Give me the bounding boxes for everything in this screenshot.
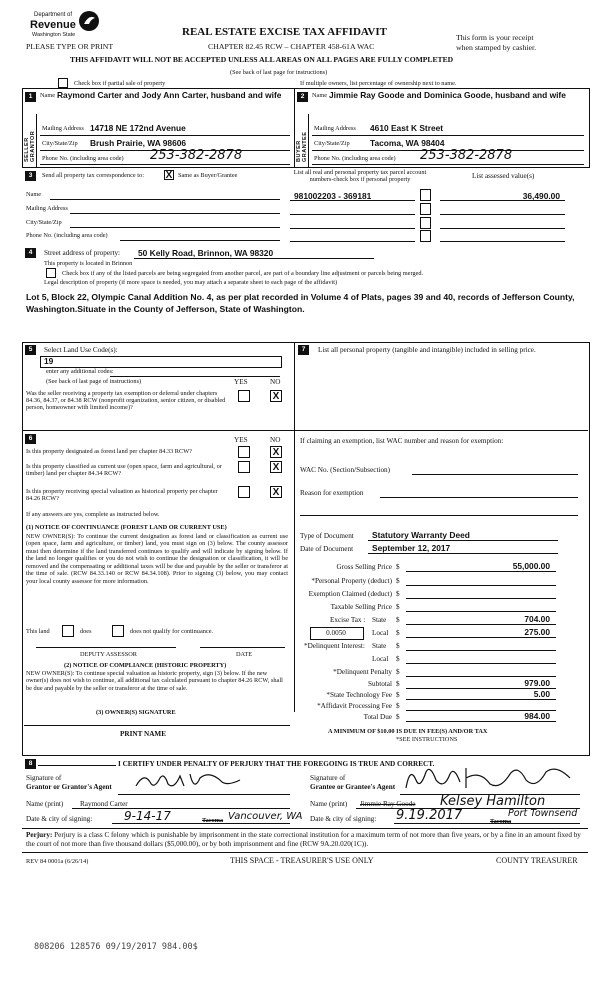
- receipt-note-1: This form is your receipt: [456, 33, 534, 42]
- same-as-buyer-label: Same as Buyer/Grantee: [178, 172, 238, 179]
- taxable-label: Taxable Selling Price: [330, 603, 392, 611]
- property-street: 50 Kelly Road, Brinnon, WA 98320: [138, 248, 274, 258]
- grantee-date: 9.19.2017: [396, 808, 463, 823]
- exemption-dollar: $: [396, 590, 400, 598]
- grantee-print-name-hand: Kelsey Hamilton: [440, 794, 546, 809]
- buyer-phone: 253-382-2878: [420, 148, 513, 163]
- grantor-name-label: Name (print): [26, 800, 64, 808]
- grantor-date: 9-14-17: [124, 809, 171, 823]
- seller-mailing: 14718 NE 172nd Avenue: [90, 123, 186, 133]
- legal-desc-label: Legal description of property (if more space is needed, you may attach a separate sheet to each page of the affidavit): [44, 279, 338, 286]
- grantee-signature-icon: [400, 760, 580, 794]
- land-use-label: Select Land Use Code(s):: [44, 346, 118, 354]
- does-not-label: does not qualify for continuance.: [130, 628, 214, 635]
- current-use-no-checkbox[interactable]: X: [270, 461, 282, 473]
- segregated-label: Check box if any of the listed parcels are being segregated from another parcel, are part of a boundary line adjustment or parcels being merged.: [62, 270, 424, 277]
- street-label: Street address of property:: [44, 249, 121, 257]
- land-use-input[interactable]: [40, 356, 282, 368]
- exemption-yes-checkbox[interactable]: [238, 390, 250, 402]
- located-in: This property is located in Brinnon: [44, 260, 133, 267]
- seller-side-label: SELLER GRANTOR: [24, 130, 36, 162]
- total-due: 984.00: [524, 711, 550, 721]
- section-6-tag: 6: [25, 434, 36, 444]
- parcel-1-personal-checkbox[interactable]: [420, 189, 431, 201]
- form-revision: REV 84 0001a (6/26/14): [26, 858, 89, 865]
- forest-no-checkbox[interactable]: X: [270, 446, 282, 458]
- deputy-assessor-label: DEPUTY ASSESSOR: [80, 651, 137, 658]
- dept-line3: Washington State: [32, 32, 76, 38]
- chapter-ref: CHAPTER 82.45 RCW – CHAPTER 458-61A WAC: [208, 42, 375, 51]
- excise-state-dollar: $: [396, 616, 400, 624]
- land-use-code: 19: [44, 356, 54, 366]
- does-not-checkbox[interactable]: [112, 625, 124, 637]
- grantee-sig-label: Signature of: [310, 774, 346, 782]
- grantee-date-label: Date & city of signing:: [310, 815, 377, 823]
- excise-state: 704.00: [524, 614, 550, 624]
- grantee-print-name-struck: Jimmie Ray Goode: [360, 800, 416, 808]
- personal-property-label: List all personal property (tangible and intangible) included in selling price.: [318, 346, 536, 354]
- buyer-side-label: BUYER GRANTEE: [296, 131, 308, 162]
- dept-line2: Revenue: [30, 19, 76, 31]
- exemption-claim-label: If claiming an exemption, list WAC number and reason for exemption:: [300, 437, 504, 445]
- section-8-tag: 8: [25, 759, 36, 769]
- subtotal: 979.00: [524, 678, 550, 688]
- penalty-dollar: $: [396, 668, 400, 676]
- grantor-city-hand: Vancouver, WA: [228, 811, 303, 822]
- buyer-mailing: 4610 East K Street: [370, 123, 444, 133]
- delinquent-interest-state-label: State: [372, 642, 387, 650]
- taxable-dollar: $: [396, 603, 400, 611]
- di-state-dollar: $: [396, 642, 400, 650]
- land-use-see-back: (See back of last page of instructions): [46, 378, 142, 385]
- wac-label: WAC No. (Section/Subsection): [300, 466, 391, 474]
- doc-type: Statutory Warranty Deed: [372, 530, 470, 540]
- delinquent-interest-label: *Delinquent Interest:: [304, 642, 365, 650]
- grantor-signature: [130, 768, 250, 794]
- total-due-label: Total Due: [363, 713, 392, 721]
- see-instructions: *SEE INSTRUCTIONS: [396, 736, 458, 743]
- completion-warning: THIS AFFIDAVIT WILL NOT BE ACCEPTED UNLESS ALL AREAS ON ALL PAGES ARE FULLY COMPLETED: [70, 55, 454, 64]
- notice1-title: (1) NOTICE OF CONTINUANCE (FOREST LAND OR CURRENT USE): [26, 524, 227, 531]
- additional-codes-label: enter any additional codes:: [46, 368, 114, 375]
- perjury-statement: [26, 831, 586, 849]
- dept-line1: Department of: [34, 12, 73, 18]
- revenue-logo-icon: [78, 10, 100, 32]
- buyer-city: Tacoma, WA 98404: [370, 138, 445, 148]
- gross-dollar: $: [396, 563, 400, 571]
- grantor-print-name: Raymond Carter: [80, 800, 128, 808]
- section-3-tag: 3: [25, 171, 36, 181]
- receipt-note-2: when stamped by cashier.: [456, 43, 537, 52]
- personal-dollar: $: [396, 577, 400, 585]
- parcel-3-personal-checkbox[interactable]: [420, 217, 431, 229]
- parcel-1: 981002203 - 369181: [294, 191, 372, 201]
- section-4-tag: 4: [25, 248, 36, 258]
- grantee-name-label: Name (print): [310, 800, 348, 808]
- print-name-label: PRINT NAME: [120, 730, 166, 738]
- reason-label: Reason for exemption: [300, 489, 364, 497]
- local-rate: 0.0050: [326, 629, 346, 637]
- excise-local-dollar: $: [396, 629, 400, 637]
- exemption-deduct-label: Exemption Claimed (deduct): [308, 590, 392, 598]
- grantor-sig-label: Signature of: [26, 774, 62, 782]
- current-use-yes-checkbox[interactable]: [238, 461, 250, 473]
- notice2-text: NEW OWNER(S): To continue special valuation as historic property, sign (3) below. If the new owner(s) does not wish to continue, all additional tax calculated pursuant to chapter 84.26 RCW, shall be due and payable by the seller or transferor at the time of sale.: [26, 670, 283, 692]
- forest-yes-checkbox[interactable]: [238, 446, 250, 458]
- historic-question: Is this property receiving special valuation as historical property per chapter 84.26 RCW?: [26, 488, 218, 503]
- form-title: REAL ESTATE EXCISE TAX AFFIDAVIT: [182, 26, 387, 38]
- corr-phone-label: Phone No. (including area code): [26, 232, 108, 239]
- di-local-dollar: $: [396, 655, 400, 663]
- partial-sale-checkbox[interactable]: [58, 78, 68, 88]
- historic-yes-checkbox[interactable]: [238, 486, 250, 498]
- grantee-signature: [400, 760, 580, 794]
- grantee-city-struck: Tacoma: [490, 818, 512, 825]
- notice2-title: (2) NOTICE OF COMPLIANCE (HISTORIC PROPERTY): [64, 662, 227, 669]
- segregated-checkbox[interactable]: [46, 268, 56, 278]
- perjury-cert: I CERTIFY UNDER PENALTY OF PERJURY THAT THE FOREGOING IS TRUE AND CORRECT.: [118, 760, 435, 768]
- seller-phone-label: Phone No. (including area code): [42, 155, 124, 162]
- excise-local: 275.00: [524, 627, 550, 637]
- s6-yes: YES: [234, 436, 248, 444]
- delinquent-penalty-label: *Delinquent Penalty: [333, 668, 392, 676]
- corr-name-label: Name: [26, 191, 42, 198]
- grantor-city-struck: Tacoma: [202, 817, 224, 824]
- tech-fee-label: *State Technology Fee: [326, 691, 392, 699]
- seller-mailing-label: Mailing Address: [42, 125, 84, 132]
- grantee-agent-label: Grantee or Grantee's Agent: [310, 783, 396, 791]
- s5-yes: YES: [234, 378, 248, 386]
- multiple-owners-note: If multiple owners, list percentage of ownership next to name.: [300, 80, 457, 87]
- please-type: PLEASE TYPE OR PRINT: [26, 42, 114, 51]
- grantee-city-hand: Port Townsend: [508, 808, 578, 819]
- current-use-question: Is this property classified as current use (open space, farm and agricultural, or timber) land per chapter 84.34 RCW?: [26, 463, 222, 478]
- parcel-header: List all real and personal property tax parcel account numbers-check box if personal property: [293, 169, 427, 184]
- if-yes-note: If any answers are yes, complete as instructed below.: [26, 511, 160, 518]
- grantor-signature-icon: [130, 768, 250, 794]
- tech-fee: 5.00: [533, 689, 550, 699]
- excise-local-label: Local: [372, 629, 389, 637]
- dor-logo: [24, 8, 104, 42]
- assessed-header: List assessed value(s): [472, 172, 535, 180]
- send-correspondence-label: Send all property tax correspondence to:: [42, 172, 144, 179]
- does-label: does: [80, 628, 92, 635]
- county-treasurer-label: COUNTY TREASURER: [496, 856, 578, 865]
- parcel-2-personal-checkbox[interactable]: [420, 203, 431, 215]
- seller-city-label: City/State/Zip: [42, 140, 78, 147]
- legal-description: Lot 5, Block 22, Olympic Canal Addition No. 4, as per plat recorded in Volume 4 of Plats, pages 39 and 40, records of Jefferson County, Washington.Situate in the County of Jefferson, State of Washington.: [26, 292, 575, 314]
- corr-mailing-label: Mailing Address: [26, 205, 68, 212]
- treasurer-use-label: THIS SPACE - TREASURER'S USE ONLY: [230, 856, 374, 865]
- perjury-text: Perjury is a class C felony which is punishable by imprisonment in the state correctional institution for a maximum term of not more than five years, or by a fine in an amount fixed by the court of not more than five thousand dollars ($5,000.00), or by both imprisonment and fine (RCW 9A.20.020(1C)).: [26, 831, 581, 848]
- perjury-label: Perjury:: [26, 831, 53, 839]
- gross-label: Gross Selling Price: [336, 563, 392, 571]
- doc-date: September 12, 2017: [372, 543, 451, 553]
- mid-divider: [294, 342, 295, 712]
- s6-no: NO: [270, 436, 281, 444]
- section-7-tag: 7: [298, 345, 309, 355]
- s5-no: NO: [270, 378, 281, 386]
- affidavit-fee-dollar: $: [396, 702, 400, 710]
- grantor-agent-label: Grantor or Grantor's Agent: [26, 783, 112, 791]
- does-checkbox[interactable]: [62, 625, 74, 637]
- exemption-no-checkbox[interactable]: X: [270, 390, 282, 402]
- buyer-phone-label: Phone No. (including area code): [314, 155, 396, 162]
- section-1-tag: 1: [25, 92, 36, 102]
- corr-city-label: City/State/Zip: [26, 219, 62, 226]
- seller-phone: 253-382-2878: [150, 148, 243, 163]
- see-back-note: (See back of last page for instructions): [230, 69, 328, 76]
- section-5-tag: 5: [25, 345, 36, 355]
- seller-city: Brush Prairie, WA 98606: [90, 138, 187, 148]
- forest-question: Is this property designated as forest land per chapter 84.33 RCW?: [26, 448, 192, 455]
- assessed-1: 36,490.00: [522, 191, 560, 201]
- affidavit-fee-label: *Affidavit Processing Fee: [317, 702, 392, 710]
- subtotal-dollar: $: [396, 680, 400, 688]
- total-dollar: $: [396, 713, 400, 721]
- doc-date-label: Date of Document: [300, 545, 354, 553]
- buyer-mailing-label: Mailing Address: [314, 125, 356, 132]
- excise-label: Excise Tax :: [330, 616, 366, 624]
- gross-price: 55,000.00: [512, 561, 550, 571]
- parcel-4-personal-checkbox[interactable]: [420, 230, 431, 242]
- exemption-question: Was the seller receiving a property tax exemption or deferral under chapters 84.36, 84.37, or 84.38 RCW (nonprofit organization, senior citizen, or disabled person, homeowner with limited income)?: [26, 390, 226, 412]
- notice1-text: NEW OWNER(S): To continue the current designation as forest land or classification as current use (open space, farm and agriculture, or timber) land, you must sign on (3) below. The county assessor must then determine if the land transferred continues to qualify and will indicate by signing below. If the land no longer qualifies or you do not wish to continue the designation or classification, it will be removed and the compensating or additional taxes will be due and payable by the seller or transferor at the time of sale. (RCW 84.33.140 or RCW 84.34.108). Prior to signing (3) below, you may contact your local county assessor for more information.: [26, 533, 288, 585]
- section-2-tag: 2: [297, 92, 308, 102]
- buyer-name-label: Name: [312, 92, 328, 99]
- deputy-date-label: DATE: [236, 651, 253, 658]
- this-land-label: This land: [26, 628, 50, 635]
- buyer-name: Jimmie Ray Goode and Dominica Goode, husband and wife: [329, 90, 566, 100]
- partial-sale-label: Check box if partial sale of property: [74, 80, 166, 87]
- seller-name: Raymond Carter and Jody Ann Carter, husband and wife: [57, 90, 282, 100]
- historic-no-checkbox[interactable]: X: [270, 486, 282, 498]
- minimum-fee-note: A MINIMUM OF $10.00 IS DUE IN FEE(S) AND/OR TAX: [328, 728, 488, 735]
- treasurer-stamp: 808206 128576 09/19/2017 984.00$: [34, 942, 198, 952]
- tech-fee-dollar: $: [396, 691, 400, 699]
- owner-signature-label: (3) OWNER(S) SIGNATURE: [96, 709, 176, 716]
- personal-deduct-label: *Personal Property (deduct): [311, 577, 392, 585]
- excise-state-label: State: [372, 616, 387, 624]
- seller-name-label: Name: [40, 92, 56, 99]
- grantor-date-label: Date & city of signing:: [26, 815, 93, 823]
- subtotal-label: Subtotal: [368, 680, 392, 688]
- same-as-buyer-checkbox[interactable]: X: [165, 170, 173, 181]
- delinquent-interest-local-label: Local: [372, 655, 389, 663]
- buyer-city-label: City/State/Zip: [314, 140, 350, 147]
- doc-type-label: Type of Document: [300, 532, 354, 540]
